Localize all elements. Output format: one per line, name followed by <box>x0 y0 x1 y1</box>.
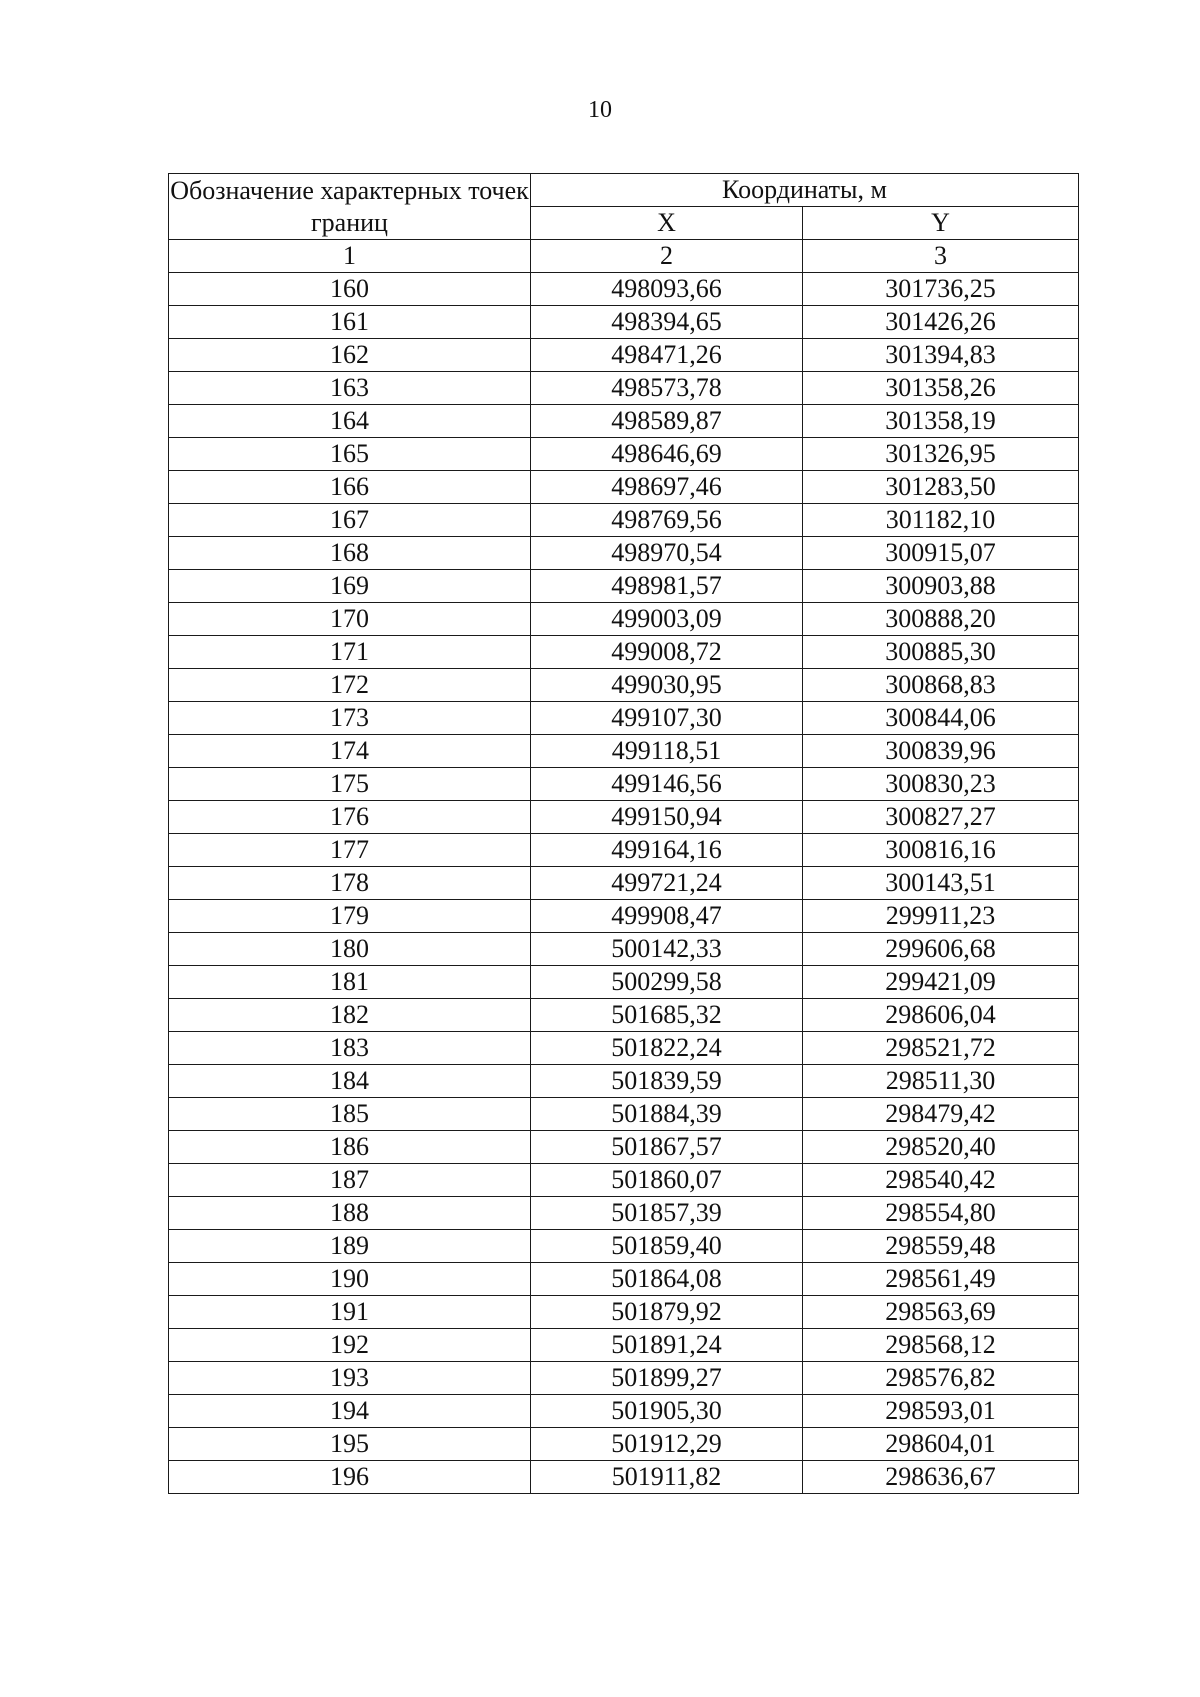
point-number-cell: 192 <box>169 1329 531 1362</box>
table-row <box>169 933 1079 966</box>
y-coordinate-cell: 301358,19 <box>803 405 1079 438</box>
point-number-cell: 175 <box>169 768 531 801</box>
y-coordinate-cell: 298521,72 <box>803 1032 1079 1065</box>
table-row <box>169 999 1079 1032</box>
x-coordinate-cell: 499107,30 <box>531 702 803 735</box>
point-number-cell: 181 <box>169 966 531 999</box>
point-number-cell: 189 <box>169 1230 531 1263</box>
table-row <box>169 1263 1079 1296</box>
y-coordinate-cell: 300830,23 <box>803 768 1079 801</box>
point-number-cell: 168 <box>169 537 531 570</box>
table-row <box>169 405 1079 438</box>
table-row <box>169 1395 1079 1428</box>
point-number-cell: 180 <box>169 933 531 966</box>
point-number-cell: 193 <box>169 1362 531 1395</box>
y-coordinate-cell: 301326,95 <box>803 438 1079 471</box>
column-number: 2 <box>531 240 803 273</box>
x-coordinate-cell: 500142,33 <box>531 933 803 966</box>
table-row <box>169 570 1079 603</box>
x-coordinate-cell: 501911,82 <box>531 1461 803 1494</box>
x-coordinate-cell: 501891,24 <box>531 1329 803 1362</box>
y-coordinate-cell: 300827,27 <box>803 801 1079 834</box>
table-row <box>169 1032 1079 1065</box>
table-header <box>169 174 1079 273</box>
y-coordinate-cell: 298540,42 <box>803 1164 1079 1197</box>
x-coordinate-cell: 501685,32 <box>531 999 803 1032</box>
point-number-cell: 187 <box>169 1164 531 1197</box>
y-coordinate-cell: 298559,48 <box>803 1230 1079 1263</box>
x-coordinate-cell: 498093,66 <box>531 273 803 306</box>
x-coordinate-cell: 498646,69 <box>531 438 803 471</box>
y-coordinate-cell: 300143,51 <box>803 867 1079 900</box>
y-coordinate-cell: 298604,01 <box>803 1428 1079 1461</box>
x-coordinate-cell: 498981,57 <box>531 570 803 603</box>
table-row <box>169 801 1079 834</box>
x-coordinate-cell: 498589,87 <box>531 405 803 438</box>
y-coordinate-cell: 298568,12 <box>803 1329 1079 1362</box>
table-row <box>169 702 1079 735</box>
x-coordinate-cell: 499030,95 <box>531 669 803 702</box>
point-number-cell: 185 <box>169 1098 531 1131</box>
table-row <box>169 669 1079 702</box>
point-number-cell: 166 <box>169 471 531 504</box>
table-row <box>169 1098 1079 1131</box>
x-coordinate-cell: 498394,65 <box>531 306 803 339</box>
y-coordinate-cell: 301358,26 <box>803 372 1079 405</box>
point-number-cell: 163 <box>169 372 531 405</box>
point-number-cell: 169 <box>169 570 531 603</box>
table-row <box>169 537 1079 570</box>
x-coordinate-cell: 501905,30 <box>531 1395 803 1428</box>
table-row <box>169 1296 1079 1329</box>
x-coordinate-cell: 499003,09 <box>531 603 803 636</box>
point-number-cell: 165 <box>169 438 531 471</box>
x-coordinate-cell: 498471,26 <box>531 339 803 372</box>
column-number: 3 <box>803 240 1079 273</box>
y-coordinate-cell: 298606,04 <box>803 999 1079 1032</box>
x-coordinate-cell: 499008,72 <box>531 636 803 669</box>
y-coordinate-cell: 300903,88 <box>803 570 1079 603</box>
header-y: Y <box>803 207 1079 240</box>
y-coordinate-cell: 298563,69 <box>803 1296 1079 1329</box>
x-coordinate-cell: 501864,08 <box>531 1263 803 1296</box>
y-coordinate-cell: 300885,30 <box>803 636 1079 669</box>
point-number-cell: 195 <box>169 1428 531 1461</box>
table-row <box>169 1065 1079 1098</box>
header-coordinates: Координаты, м <box>531 174 1079 207</box>
point-number-cell: 178 <box>169 867 531 900</box>
y-coordinate-cell: 301394,83 <box>803 339 1079 372</box>
table-row <box>169 735 1079 768</box>
point-number-cell: 171 <box>169 636 531 669</box>
x-coordinate-cell: 500299,58 <box>531 966 803 999</box>
table-row <box>169 273 1079 306</box>
y-coordinate-cell: 301182,10 <box>803 504 1079 537</box>
table-row <box>169 306 1079 339</box>
point-number-cell: 188 <box>169 1197 531 1230</box>
point-number-cell: 183 <box>169 1032 531 1065</box>
table-row <box>169 1197 1079 1230</box>
point-number-cell: 194 <box>169 1395 531 1428</box>
x-coordinate-cell: 499150,94 <box>531 801 803 834</box>
table-row <box>169 1329 1079 1362</box>
point-number-cell: 182 <box>169 999 531 1032</box>
table-row <box>169 438 1079 471</box>
page-number: 10 <box>588 97 612 123</box>
point-number-cell: 170 <box>169 603 531 636</box>
x-coordinate-cell: 501879,92 <box>531 1296 803 1329</box>
x-coordinate-cell: 501857,39 <box>531 1197 803 1230</box>
table-row <box>169 867 1079 900</box>
header-point-designation: Обозначение характерных точек границ <box>169 174 531 240</box>
point-number-cell: 190 <box>169 1263 531 1296</box>
point-number-cell: 196 <box>169 1461 531 1494</box>
table-row <box>169 768 1079 801</box>
x-coordinate-cell: 501860,07 <box>531 1164 803 1197</box>
x-coordinate-cell: 499721,24 <box>531 867 803 900</box>
point-number-cell: 176 <box>169 801 531 834</box>
table-row <box>169 339 1079 372</box>
column-number-row <box>169 240 1079 273</box>
y-coordinate-cell: 301736,25 <box>803 273 1079 306</box>
y-coordinate-cell: 298554,80 <box>803 1197 1079 1230</box>
x-coordinate-cell: 501912,29 <box>531 1428 803 1461</box>
table-row <box>169 1131 1079 1164</box>
y-coordinate-cell: 299421,09 <box>803 966 1079 999</box>
table-row <box>169 504 1079 537</box>
y-coordinate-cell: 300844,06 <box>803 702 1079 735</box>
point-number-cell: 174 <box>169 735 531 768</box>
column-number: 1 <box>169 240 531 273</box>
table-body <box>169 273 1079 1494</box>
y-coordinate-cell: 300915,07 <box>803 537 1079 570</box>
point-number-cell: 184 <box>169 1065 531 1098</box>
x-coordinate-cell: 501839,59 <box>531 1065 803 1098</box>
point-number-cell: 186 <box>169 1131 531 1164</box>
point-number-cell: 162 <box>169 339 531 372</box>
table-row <box>169 1362 1079 1395</box>
y-coordinate-cell: 298636,67 <box>803 1461 1079 1494</box>
x-coordinate-cell: 501899,27 <box>531 1362 803 1395</box>
point-number-cell: 177 <box>169 834 531 867</box>
x-coordinate-cell: 501859,40 <box>531 1230 803 1263</box>
y-coordinate-cell: 298561,49 <box>803 1263 1079 1296</box>
table-row <box>169 471 1079 504</box>
y-coordinate-cell: 301283,50 <box>803 471 1079 504</box>
x-coordinate-cell: 499164,16 <box>531 834 803 867</box>
y-coordinate-cell: 298520,40 <box>803 1131 1079 1164</box>
x-coordinate-cell: 499146,56 <box>531 768 803 801</box>
y-coordinate-cell: 299606,68 <box>803 933 1079 966</box>
point-number-cell: 191 <box>169 1296 531 1329</box>
x-coordinate-cell: 498970,54 <box>531 537 803 570</box>
header-x: X <box>531 207 803 240</box>
point-number-cell: 161 <box>169 306 531 339</box>
x-coordinate-cell: 499908,47 <box>531 900 803 933</box>
table-row <box>169 1428 1079 1461</box>
table-row <box>169 834 1079 867</box>
x-coordinate-cell: 501884,39 <box>531 1098 803 1131</box>
x-coordinate-cell: 499118,51 <box>531 735 803 768</box>
table-row <box>169 372 1079 405</box>
y-coordinate-cell: 298576,82 <box>803 1362 1079 1395</box>
x-coordinate-cell: 498769,56 <box>531 504 803 537</box>
point-number-cell: 160 <box>169 273 531 306</box>
point-number-cell: 179 <box>169 900 531 933</box>
table-row <box>169 1164 1079 1197</box>
table-row <box>169 636 1079 669</box>
y-coordinate-cell: 299911,23 <box>803 900 1079 933</box>
table-row <box>169 900 1079 933</box>
y-coordinate-cell: 298479,42 <box>803 1098 1079 1131</box>
x-coordinate-cell: 498697,46 <box>531 471 803 504</box>
x-coordinate-cell: 501822,24 <box>531 1032 803 1065</box>
y-coordinate-cell: 300868,83 <box>803 669 1079 702</box>
y-coordinate-cell: 300816,16 <box>803 834 1079 867</box>
point-number-cell: 173 <box>169 702 531 735</box>
table-row <box>169 966 1079 999</box>
y-coordinate-cell: 298593,01 <box>803 1395 1079 1428</box>
x-coordinate-cell: 498573,78 <box>531 372 803 405</box>
point-number-cell: 167 <box>169 504 531 537</box>
y-coordinate-cell: 301426,26 <box>803 306 1079 339</box>
y-coordinate-cell: 298511,30 <box>803 1065 1079 1098</box>
point-number-cell: 164 <box>169 405 531 438</box>
table-row <box>169 1230 1079 1263</box>
table-row <box>169 1461 1079 1494</box>
coordinates-table <box>168 173 1079 1494</box>
point-number-cell: 172 <box>169 669 531 702</box>
y-coordinate-cell: 300888,20 <box>803 603 1079 636</box>
y-coordinate-cell: 300839,96 <box>803 735 1079 768</box>
x-coordinate-cell: 501867,57 <box>531 1131 803 1164</box>
table-row <box>169 603 1079 636</box>
